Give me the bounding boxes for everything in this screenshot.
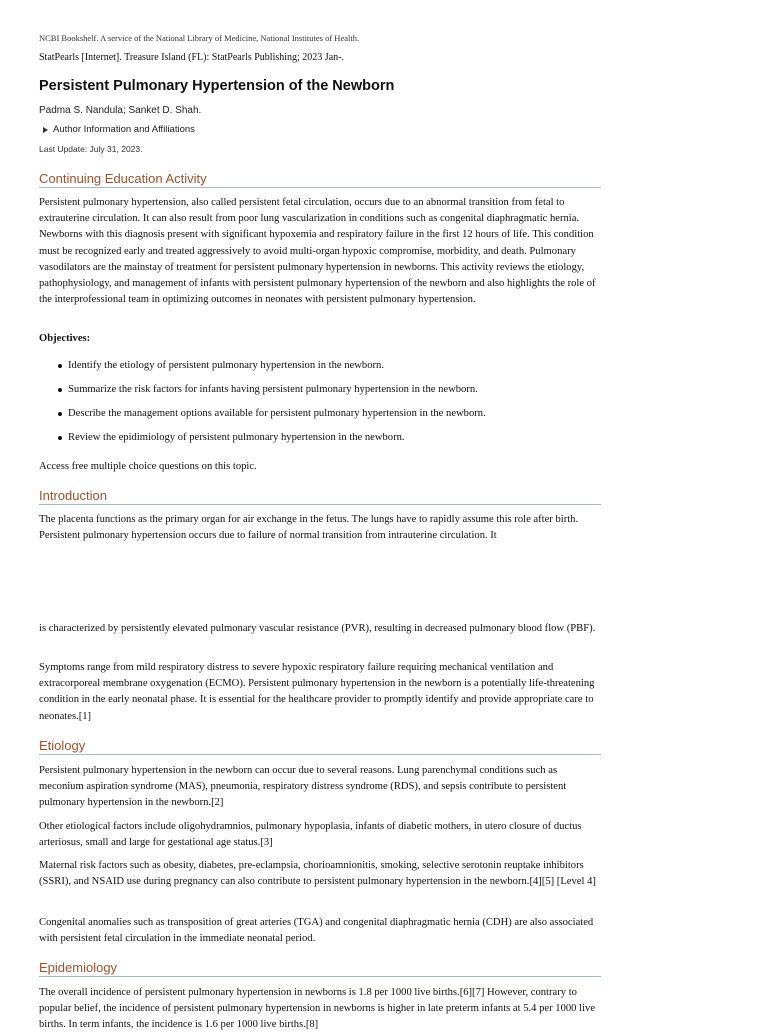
last-update: Last Update: July 31, 2023.: [39, 144, 143, 154]
affiliations-label: Author Information and Affiliations: [53, 124, 195, 135]
etiology-paragraph-1: Persistent pulmonary hypertension in the newborn can occur due to several reasons. Lung parenchymal conditions such as meconium aspiration syndrome (MAS), pneumonia, respiratory distress syndrome (RDS), and sepsis contribute to persistent pulmonary hypertension in the newborn.[2]: [39, 765, 567, 809]
page-title: Persistent Pulmonary Hypertension of the Newborn: [39, 78, 395, 94]
introduction-paragraph-1-continued: is characterized by persistently elevated pulmonary vascular resistance (PVR), resulting in decreased pulmonary blood flow (PBF).: [39, 623, 596, 634]
introduction-paragraph-2: Symptoms range from mild respiratory distress to severe hypoxic respiratory failure requiring mechanical ventilation and extracorporeal membrane oxygenation (ECMO). Persistent pulmonary hypertension in the newborn is a potentially life-threatening condition in the early neonatal phase. It is essential for the healthcare provider to promptly identify and provide appropriate care to neonates.[1]: [39, 662, 595, 722]
access-mcq-link[interactable]: Access free multiple choice questions on this topic.: [39, 461, 257, 472]
objectives-label: Objectives:: [39, 333, 91, 344]
objective-item: Describe the management options available for persistent pulmonary hypertension in the newborn.: [39, 406, 599, 430]
section-heading-introduction: Introduction: [39, 488, 601, 505]
expand-triangle-icon: [43, 127, 48, 133]
section-heading-etiology: Etiology: [39, 738, 601, 755]
author-affiliations-toggle[interactable]: [39, 124, 601, 135]
etiology-paragraph-3: Maternal risk factors such as obesity, diabetes, pre-eclampsia, chorioamnionitis, smoking, selective serotonin reuptake inhibitors (SSRI), and NSAID use during pregnancy can also contribute to persistent pulmonary hypertension in the newborn.[4][5] [Level 4]: [39, 860, 596, 888]
citation: StatPearls [Internet]. Treasure Island (FL): StatPearls Publishing; 2023 Jan-.: [39, 52, 344, 63]
etiology-paragraph-2: Other etiological factors include oligohydramnios, pulmonary hypoplasia, infants of diabetic mothers, in utero closure of ductus arteriosus, small and large for gestational age status.[3]: [39, 821, 582, 849]
access-mcq-paragraph: [39, 459, 601, 475]
ce-activity-paragraph: Persistent pulmonary hypertension, also called persistent fetal circulation, occurs due to an abnormal transition from fetal to extrauterine circulation. It can also result from poor lung vascularization in conditions such as congenital diaphragmatic hernia. Newborns with this diagnosis present with significant hypoxemia and respiratory failure in the first 12 hours of life. This condition must be recognized early and treated aggressively to avoid multi-organ hypoxic compromise, morbidity, and death. Pulmonary vasodilators are the mainstay of treatment for persistent pulmonary hypertension in newborns. This activity reviews the etiology, pathophysiology, and management of infants with persistent pulmonary hypertension of the newborn and also highlights the role of the interprofessional team in optimizing outcomes in neonates with persistent pulmonary hypertension.: [39, 197, 596, 306]
section-heading-epidemiology: Epidemiology: [39, 960, 601, 977]
authors[interactable]: Padma S. Nandula; Sanket D. Shah.: [39, 105, 202, 116]
objectives-list: [39, 358, 599, 454]
epidemiology-paragraph-1: The overall incidence of persistent pulmonary hypertension in newborns is 1.8 per 1000 live births.[6][7] However, contrary to popular belief, the incidence of persistent pulmonary hypertension in newborns is higher in late preterm infants at 5.4 per 1000 live births. In term infants, the incidence is 1.6 per 1000 live births.[8]: [39, 987, 596, 1031]
objective-item: Review the epidimiology of persistent pulmonary hypertension in the newborn.: [39, 430, 599, 454]
objective-item: Summarize the risk factors for infants having persistent pulmonary hypertension in the newborn.: [39, 382, 599, 406]
ncbi-bookshelf-note: NCBI Bookshelf. A service of the National Library of Medicine, National Institutes of Health.: [39, 33, 360, 43]
objective-item: Identify the etiology of persistent pulmonary hypertension in the newborn.: [39, 358, 599, 382]
introduction-paragraph-1: The placenta functions as the primary organ for air exchange in the fetus. The lungs have to rapidly assume this role after birth. Persistent pulmonary hypertension occurs due to failure of normal transition from intrauterine circulation. It: [39, 514, 579, 542]
section-heading-ce-activity: Continuing Education Activity: [39, 171, 601, 188]
etiology-paragraph-4: Congenital anomalies such as transposition of great arteries (TGA) and congenital diaphragmatic hernia (CDH) are also associated with persistent fetal circulation in the immediate neonatal period.: [39, 917, 594, 945]
